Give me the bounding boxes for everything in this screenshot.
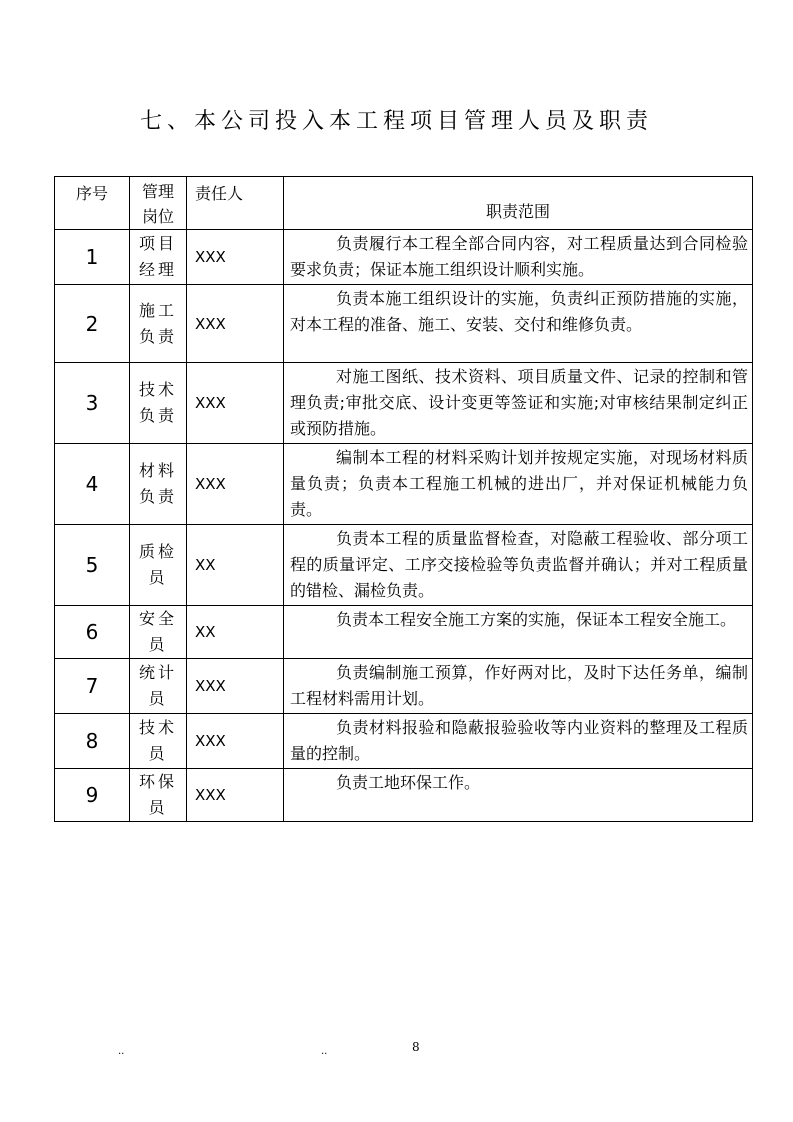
row-post-line2: 员 [148, 744, 168, 763]
row-post [130, 525, 187, 606]
row-post [130, 285, 187, 363]
row-no: 2 [55, 285, 130, 363]
row-duty: 负责履行本工程全部合同内容，对工程质量达到合同检验要求负责；保证本施工组织设计顺利实施。 [284, 230, 753, 285]
row-post-line1: 技术 [138, 380, 177, 399]
row-post-line1: 安全 [138, 609, 177, 628]
header-post-line1: 管理 [141, 182, 174, 201]
table-row [55, 606, 753, 659]
page-number: 8 [412, 1040, 420, 1054]
row-post-line2: 员 [148, 568, 168, 587]
row-post-line1: 项目 [138, 234, 177, 253]
row-duty: 负责工地环保工作。 [284, 769, 753, 822]
row-post [130, 230, 187, 285]
row-post [130, 444, 187, 525]
table-row [55, 363, 753, 444]
row-post [130, 606, 187, 659]
row-duty: 负责本施工组织设计的实施，负责纠正预防措施的实施，对本工程的准备、施工、安装、交付和维修负责。 [284, 285, 753, 363]
row-duty: 编制本工程的材料采购计划并按规定实施，对现场材料质量负责；负责本工程施工机械的进出厂，并对保证机械能力负责。 [284, 444, 753, 525]
table-row [55, 714, 753, 769]
table-row [55, 769, 753, 822]
footer-dots-left: .. [118, 1046, 125, 1057]
row-post-line2: 负责 [138, 406, 177, 425]
row-post [130, 769, 187, 822]
duties-table [54, 176, 753, 822]
row-no: 9 [55, 769, 130, 822]
row-no: 7 [55, 659, 130, 714]
table-row [55, 285, 753, 363]
row-post-line2: 负责 [138, 326, 177, 346]
table-row [55, 230, 753, 285]
row-duty: 负责材料报验和隐蔽报验验收等内业资料的整理及工程质量的控制。 [284, 714, 753, 769]
header-no: 序号 [55, 177, 130, 230]
row-duty: 负责本工程的质量监督检查，对隐蔽工程验收、部分项工程的质量评定、工序交接检验等负责监督并确认；并对工程质量的错检、漏检负责。 [284, 525, 753, 606]
row-post-line1: 质检 [138, 542, 177, 561]
row-post-line2: 员 [148, 635, 168, 654]
row-post [130, 363, 187, 444]
row-person: XXX [187, 714, 284, 769]
row-post-line1: 统计 [138, 663, 177, 682]
row-post-line1: 技术 [138, 718, 177, 737]
row-no: 1 [55, 230, 130, 285]
header-post-line2: 岗位 [141, 207, 174, 226]
row-no: 3 [55, 363, 130, 444]
header-duty: 职责范围 [284, 177, 753, 230]
row-person: XXX [187, 363, 284, 444]
row-post-line1: 施工 [138, 300, 177, 320]
row-post-line1: 材料 [138, 461, 177, 480]
table-row [55, 525, 753, 606]
row-post [130, 659, 187, 714]
header-person: 责任人 [187, 177, 284, 230]
row-post-line1: 环保 [138, 772, 177, 791]
row-person: XXX [187, 285, 284, 363]
row-person: XXX [187, 444, 284, 525]
row-post-line2: 员 [148, 689, 168, 708]
row-person: XXX [187, 769, 284, 822]
row-person: XX [187, 525, 284, 606]
row-no: 5 [55, 525, 130, 606]
row-post-line2: 员 [148, 798, 168, 817]
row-post-line2: 负责 [138, 487, 177, 506]
table-row [55, 444, 753, 525]
row-duty: 负责本工程安全施工方案的实施，保证本工程安全施工。 [284, 606, 753, 659]
row-post [130, 714, 187, 769]
row-no: 8 [55, 714, 130, 769]
row-person: XXX [187, 659, 284, 714]
header-post [130, 177, 187, 230]
row-no: 4 [55, 444, 130, 525]
footer-dots-mid: .. [321, 1046, 328, 1057]
row-post-line2: 经理 [138, 260, 177, 279]
table-row [55, 659, 753, 714]
row-duty: 负责编制施工预算，作好两对比，及时下达任务单，编制工程材料需用计划。 [284, 659, 753, 714]
row-person: XX [187, 606, 284, 659]
page-title: 七、本公司投入本工程项目管理人员及职责 [139, 109, 653, 134]
row-person: XXX [187, 230, 284, 285]
row-duty: 对施工图纸、技术资料、项目质量文件、记录的控制和管理负责;审批交底、设计变更等签证和实施;对审核结果制定纠正或预防措施。 [284, 363, 753, 444]
table-header-row [55, 177, 753, 230]
row-no: 6 [55, 606, 130, 659]
